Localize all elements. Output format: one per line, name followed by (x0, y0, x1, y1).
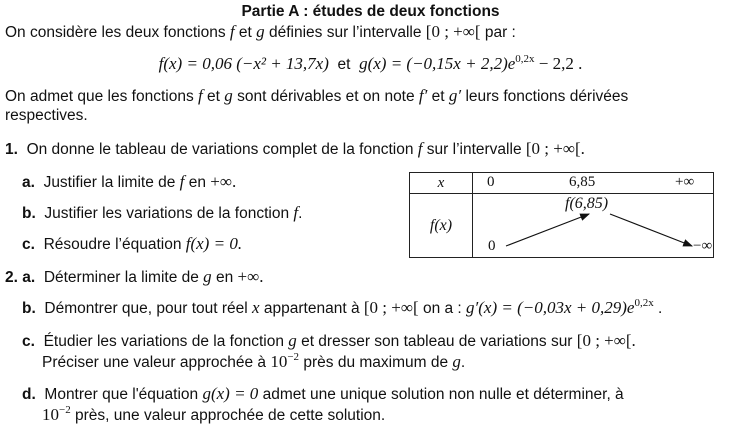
intro-text: par : (480, 24, 516, 41)
g-definition: g(x) = (−0,15x + 2,2)e (359, 54, 516, 73)
item-text: Résoudre l’équation (43, 236, 186, 253)
question-text: On donne le tableau de variations complet de la fonction (26, 141, 418, 158)
item-text: en (211, 269, 238, 286)
question-2d (22, 384, 624, 405)
admit-text: et (202, 88, 225, 105)
power-base: 10 (42, 405, 59, 424)
item-label: a. (22, 269, 36, 286)
power-exponent: −2 (59, 404, 71, 416)
power-base: 10 (270, 352, 288, 371)
item-text: . (460, 354, 466, 371)
x-symbol: x (252, 298, 260, 317)
g-symbol: g (224, 86, 233, 105)
g-prime-symbol: g′ (448, 86, 462, 105)
end-value: −∞ (693, 238, 713, 254)
interval: [0 ; +∞[ (425, 22, 481, 41)
item-text: Justifier les variations de la fonction (44, 205, 294, 222)
intro-text: On considère les deux fonctions (5, 24, 230, 41)
power-exponent: −2 (287, 351, 300, 363)
item-label: a. (22, 174, 35, 191)
table-x-values (473, 173, 714, 194)
item-text: près du maximum de (299, 354, 453, 371)
item-text: près, une valeur approchée de cette solution. (70, 407, 386, 424)
interval: [0 ; +∞[. (525, 139, 585, 158)
admit-text: et (427, 88, 449, 105)
item-text: en (184, 174, 211, 191)
question-1 (5, 139, 585, 160)
question-2d-line2 (42, 405, 385, 427)
item-text: Préciser une valeur approchée à (42, 354, 271, 371)
and-word: et (337, 56, 351, 73)
x-symbol: x (437, 174, 445, 191)
question-2c-line2 (42, 352, 465, 374)
interval: [0 ; +∞[. (576, 331, 636, 350)
f-prime-symbol: f′ (418, 86, 428, 105)
item-text: Étudier les variations de la fonction (43, 333, 289, 350)
item-label: c. (22, 333, 35, 350)
table-row-label (410, 194, 473, 258)
derivative-equation: g′(x) = (−0,03x + 0,29)e (466, 298, 635, 317)
item-label: b. (22, 205, 36, 222)
g-exponent: 0,2x (515, 53, 535, 65)
increasing-arrow (506, 214, 589, 246)
x-value-0: 0 (487, 174, 495, 190)
equation: g(x) = 0 (202, 384, 259, 403)
page-title: Partie A : études de deux fonctions (241, 3, 500, 20)
x-value-mid: 6,85 (569, 174, 596, 190)
item-text: et dresser son tableau de variations sur (296, 333, 577, 350)
question-1a (22, 172, 236, 193)
infinity: +∞. (237, 267, 264, 286)
item-text: Justifier la limite de (43, 174, 180, 191)
g-symbol: g (256, 22, 265, 41)
g-symbol: g (288, 331, 297, 350)
equation: f(x) = 0. (185, 234, 243, 253)
exponent: 0,2x (634, 297, 654, 309)
f-symbol: f (179, 172, 185, 191)
item-text: Démontrer que, pour tout réel (44, 300, 253, 317)
g-symbol: g (452, 352, 461, 371)
f-symbol: f (293, 203, 299, 222)
intro-text: définies sur l’intervalle (264, 24, 426, 41)
item-text: . (298, 205, 303, 222)
question-1b (22, 203, 302, 224)
table-variations (473, 194, 714, 258)
question-text: sur l’intervalle (422, 141, 526, 158)
item-label: d. (22, 386, 36, 403)
infinity: +∞. (210, 172, 237, 191)
f-of-x: f(x) (429, 216, 453, 234)
admit-text: On admet que les fonctions (5, 88, 199, 105)
item-text: on a : (418, 300, 467, 317)
question-2c (22, 331, 636, 352)
question-number: 2. (5, 269, 18, 286)
g-definition-end: − 2,2 . (534, 54, 583, 73)
intro-text: et (234, 24, 257, 41)
max-value: f(6,85) (565, 195, 609, 212)
item-label: c. (22, 236, 35, 253)
table-x-header (410, 173, 473, 194)
item-text: . (653, 300, 663, 317)
variation-table (409, 172, 714, 258)
x-value-end: +∞ (675, 174, 695, 190)
item-text: appartenant à (259, 300, 364, 317)
interval: [0 ; +∞[ (363, 298, 419, 317)
item-text: admet une unique solution non nulle et déterminer, à (258, 386, 624, 403)
f-definition: f(x) = 0,06 (−x² + 13,7x) (158, 54, 329, 73)
f-symbol: f (417, 139, 423, 158)
intro-paragraph (5, 22, 516, 43)
f-symbol: f (229, 22, 235, 41)
definitions-equation (0, 54, 741, 76)
item-text: Montrer que l'équation (44, 386, 203, 403)
item-label: b. (22, 300, 36, 317)
start-value: 0 (488, 238, 496, 254)
question-1c (22, 234, 242, 255)
question-number: 1. (5, 141, 18, 158)
admit-paragraph-line2: respectives. (5, 107, 88, 124)
question-2a (5, 267, 264, 288)
admit-text: leurs fonctions dérivées (461, 88, 629, 105)
admit-text: sont dérivables et on note (232, 88, 419, 105)
admit-paragraph (5, 86, 628, 107)
g-symbol: g (203, 267, 212, 286)
decreasing-arrow (610, 214, 692, 246)
question-2b (22, 298, 662, 320)
f-symbol: f (198, 86, 203, 105)
item-text: Déterminer la limite de (43, 269, 204, 286)
